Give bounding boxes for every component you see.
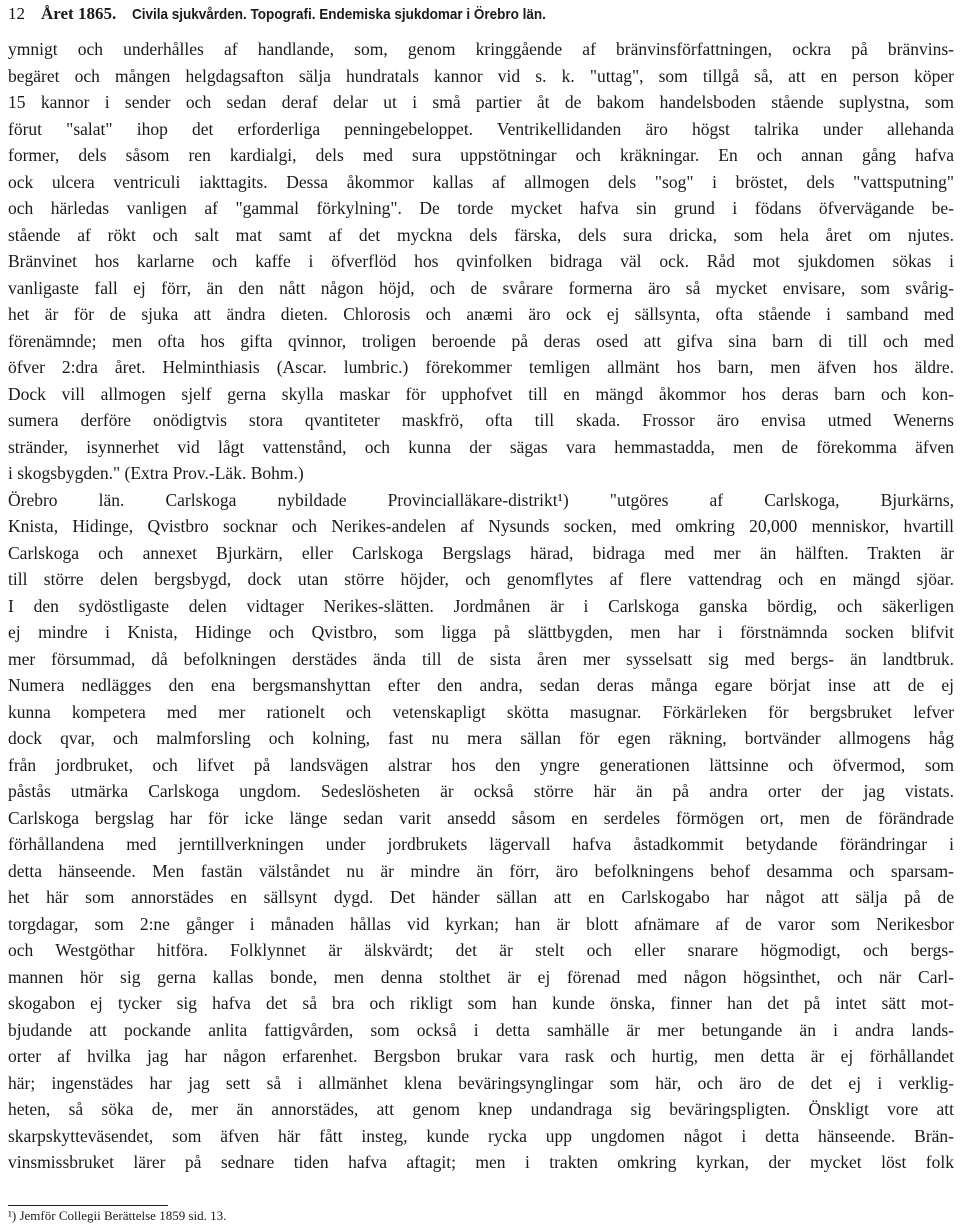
text-line: former, dels såsom ren kardialgi, dels med sura uppstötningar och kräkningar. En och annan gång hafva xyxy=(8,145,954,165)
text-line: kunna kompetera med mer rationelt och vetenskapligt skötta masugnar. Förkärleken för bergsbruket lefver xyxy=(8,701,954,722)
text-line: heten, så söka de, mer än annorstädes, att genom knep undandraga sig beväringspligten. Önskligt vore att xyxy=(8,1099,954,1119)
text-line: 15 kannor i sender och sedan deraf delar ut i små partier åt de bakom handelsboden stående suplystna, som xyxy=(8,92,954,112)
text-line: förhållandena med jerntillverkningen under jordbrukets lägervall hafva åstadkommit betydande förändringar i xyxy=(8,834,954,854)
running-header xyxy=(8,4,948,30)
text-line: till större delen bergsbygd, dock utan större höjder, och genomflytes af flere vattendrag och en mängd sjöar. xyxy=(8,569,954,589)
text-line: Carlskoga och annexet Bjurkärn, eller Carlskoga Bergslags härad, bidraga med mer än hälften. Trakten är xyxy=(8,542,954,563)
text-line: Numera nedlägges den ena bergsmanshyttan efter den andra, sedan deras många egare börjat inse att de ej xyxy=(8,675,954,695)
text-line: Örebro län. Carlskoga nybildade Provincialläkare-distrikt¹) "utgöres af Carlskoga, Bjurkärns, xyxy=(8,489,954,510)
text-line: mannen hör sig gerna kallas bonde, men denna stolthet är ej förenad med någon högsinthet, och när Carl- xyxy=(8,966,954,987)
text-line: begäret och mången helgdagsafton sälja hundratals kannor vid s. k. "uttag", som tillgå så, att en person köper xyxy=(8,65,954,86)
text-line: het här som annorstädes en sällsynt dygd. Det händer sällan att en Carlskogabo har något att sälja på de xyxy=(8,887,954,907)
body-text xyxy=(8,36,954,1176)
text-line: Bränvinet hos karlarne och kaffe i öfverflöd hos qvinfolken bidraga väl ock. Råd mot sjukdomen sökas i xyxy=(8,251,954,271)
text-line: detta hänseende. Men fastän välståndet nu är mindre än förr, äro befolkningens behof desamma och sparsam- xyxy=(8,860,954,881)
text-line: vanligaste fall ej förr, än den nått någon höjd, och de svårare formerna äro så mycket envisare, som svårig- xyxy=(8,277,954,298)
text-line: förenämnde; men ofta hos gifta qvinnor, troligen beroende på deras osed att gifva sina barn di till och med xyxy=(8,330,954,351)
text-line: ock ulcera ventriculi iakttagits. Dessa åkommor kallas af allmogen dels "sog" i bröstet, dels "vattsputning" xyxy=(8,171,954,192)
text-line: dock qvar, och malmforsling och kolning, fast nu mera sällan för egen räkning, bortvänder allmogens håg xyxy=(8,728,954,748)
text-line: bjudande att pockande anlita fattigvården, som också i detta samhälle är mer betungande än i andra lands- xyxy=(8,1019,954,1040)
footnote-rule xyxy=(8,1205,168,1206)
text-line: orter af hvilka jag har någon erfarenhet. Bergsbon brukar vara rask och hurtig, men detta är ej förhållandet xyxy=(8,1046,954,1066)
page-number: 12 xyxy=(8,4,25,23)
text-line: här; ingenstädes har jag sett så i allmänhet klena beväringsynglingar som här, och äro de det ej i verklig- xyxy=(8,1072,954,1093)
text-line: skogabon ej tycker sig hafva det så bra och rikligt som han kunde önska, finner han det på intet sätt mot- xyxy=(8,993,954,1013)
header-title: Civila sjukvården. Topografi. Endemiska sjukdomar i Örebro län. xyxy=(132,6,547,23)
text-line: mer försummad, då befolkningen derstädes ända till de sista åren mer sysselsatt sig med bergs- än landtbruk. xyxy=(8,648,954,669)
text-line: från jordbruket, och lifvet på landsvägen alstrar hos den yngre generationen lättsinne och öfvermod, som xyxy=(8,754,954,775)
header-year: Året 1865. xyxy=(41,4,117,23)
text-line: i skogsbygden." (Extra Prov.-Läk. Bohm.) xyxy=(8,463,304,483)
text-line: och härledas vanligen af "gammal förkylning". De torde mycket hafva sin grund i födans öfvervägande be- xyxy=(8,198,954,218)
text-line: ej mindre i Knista, Hidinge och Qvistbro, som ligga på slättbygden, men har i förstnämnda socken blifvit xyxy=(8,622,954,642)
text-line: öfver 2:dra året. Helminthiasis (Ascar. lumbric.) förekommer temligen allmänt hos barn, men äfven hos äldre. xyxy=(8,357,954,377)
text-line: stående af rökt och salt mat samt af det myckna dels färska, dels sura dricka, som hela året om njutes. xyxy=(8,224,954,245)
text-line: I den sydöstligaste delen vidtager Nerikes-slätten. Jordmånen är i Carlskoga ganska bördig, och säkerligen xyxy=(8,595,954,616)
text-line: ymnigt och underhålles af handlande, som, genom kringgående af bränvinsförfattningen, ockra på bränvins- xyxy=(8,39,954,59)
text-line: Dock vill allmogen sjelf gerna skylla maskar för upphofvet till en mängd åkommor hos deras barn och kon- xyxy=(8,383,954,404)
text-line: påstås utmärka Carlskoga ungdom. Sedeslösheten är också större här än på andra orter der jag vistats. xyxy=(8,781,954,801)
text-line: Knista, Hidinge, Qvistbro socknar och Nerikes-andelen af Nysunds socken, med omkring 20,000 menniskor, hvartill xyxy=(8,516,954,536)
text-line: Carlskoga bergslag har för icke länge sedan varit ansedd såsom en serdeles förmögen ort, men de förändrade xyxy=(8,807,954,828)
text-line: förut "salat" ihop det erforderliga penningebeloppet. Ventrikellidanden äro högst talrika under allehanda xyxy=(8,118,954,139)
text-line: sumera derföre onödigtvis stora qvantiteter maskfrö, ofta till skada. Frossor äro envisa utmed Wenerns xyxy=(8,410,954,430)
text-line: stränder, isynnerhet vid lågt vattenstånd, och kunna der sägas vara hemmastadda, men de förekomma äfven xyxy=(8,436,954,457)
text-line: och Westgöthar hitföra. Folklynnet är älskvärdt; det är stelt och eller snarare högmodigt, och bergs- xyxy=(8,940,954,960)
footnote: ¹) Jemför Collegii Berättelse 1859 sid. 13. xyxy=(8,1208,227,1223)
text-line: het är för de sjuka att ändra dieten. Chlorosis och anæmi äro ock ej sällsynta, ofta stående i samband med xyxy=(8,304,954,324)
text-line: torgdagar, som 2:ne gånger i månaden hållas vid kyrkan; han är blott afnämare af de varor som Nerikesbor xyxy=(8,913,954,934)
text-line: vinsmissbruket lärer på sednare tiden hafva aftagit; men i trakten omkring kyrkan, der mycket löst folk xyxy=(8,1152,954,1172)
text-line: skarpskytteväsendet, som äfven här fått insteg, kunde rycka upp ungdomen något i detta hänseende. Brän- xyxy=(8,1125,954,1146)
